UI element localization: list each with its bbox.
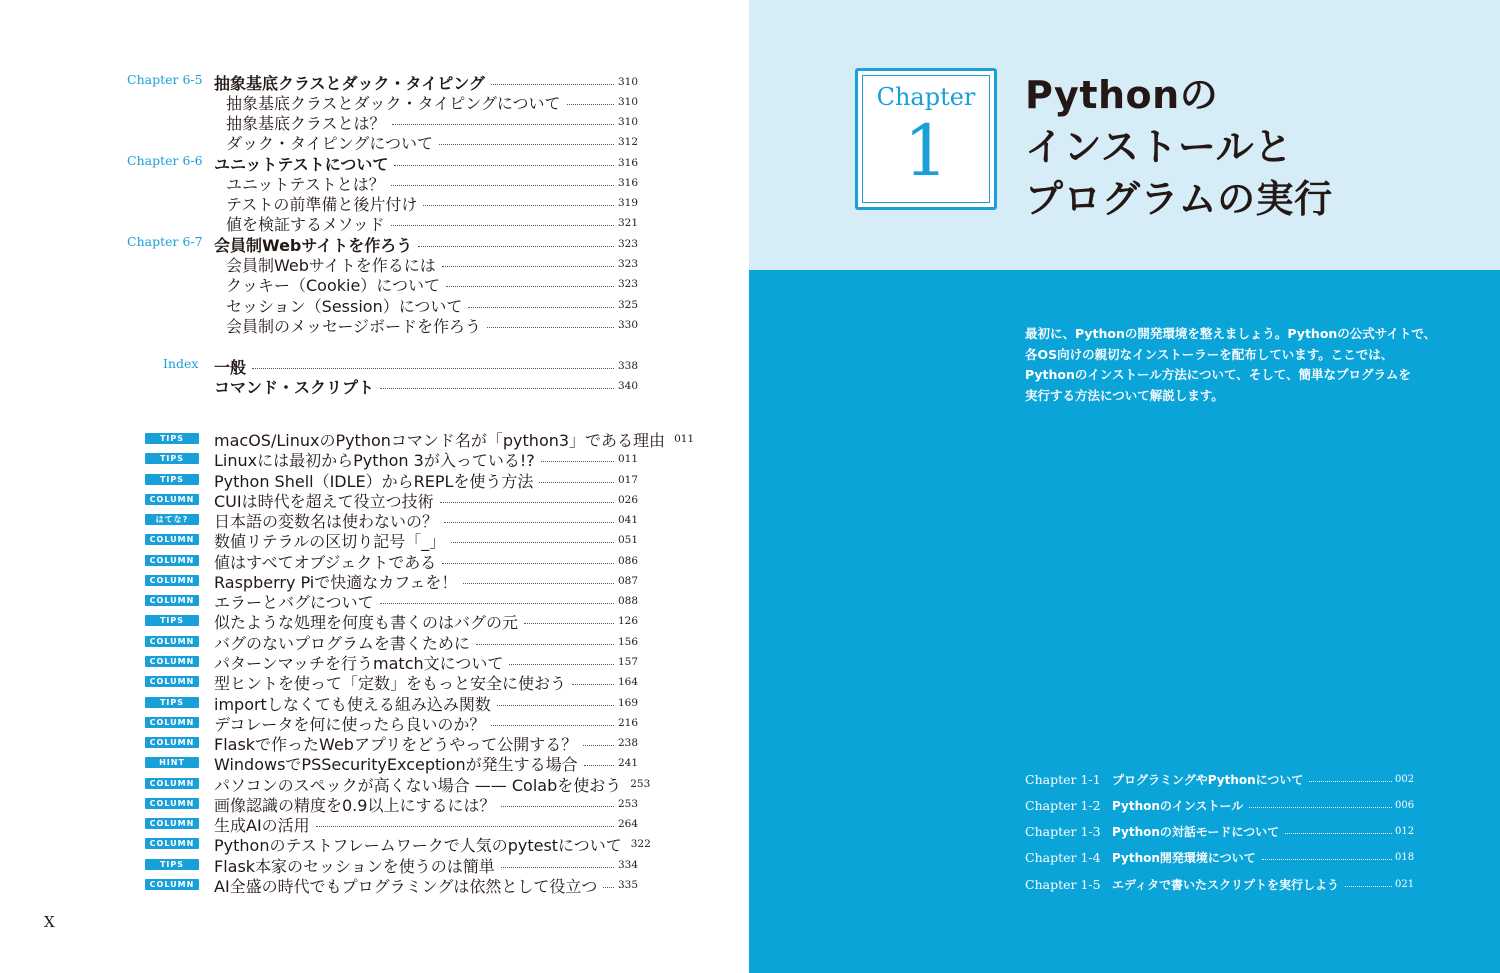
- page-number: 253: [630, 778, 651, 790]
- column-entry[interactable]: [214, 693, 638, 713]
- column-type-badge: COLUMN: [145, 636, 199, 647]
- column-entry[interactable]: [214, 774, 651, 795]
- toc-section-entry[interactable]: [214, 153, 638, 173]
- dot-leader: [316, 826, 614, 827]
- column-entry-title: Python Shell（IDLE）からREPLを使う方法: [214, 471, 534, 491]
- column-entry-title: Flaskで作ったWebアプリをどうやって公開する？: [214, 734, 578, 754]
- column-entry[interactable]: [214, 510, 638, 530]
- column-entry[interactable]: [214, 814, 638, 834]
- index-entry[interactable]: [214, 356, 638, 376]
- column-entry-title: macOS/LinuxのPythonコマンド名が「python3」である理由: [214, 430, 666, 450]
- chapter-title-line: プログラムの実行: [1025, 177, 1333, 221]
- toc-section-entry[interactable]: [214, 72, 638, 92]
- dot-leader: [451, 542, 614, 543]
- page-number: 088: [617, 595, 638, 607]
- dot-leader: [252, 368, 614, 369]
- column-type-badge: TIPS: [145, 615, 199, 626]
- page-number: 006: [1395, 799, 1415, 811]
- dot-leader: [603, 887, 614, 888]
- chapter-header: [749, 0, 1500, 270]
- page-number: 051: [617, 534, 638, 546]
- column-entry[interactable]: [214, 753, 638, 773]
- toc-entry-title: 会員制のメッセージボードを作ろう: [226, 316, 482, 336]
- page-number: 126: [617, 615, 638, 627]
- toc-entry-title: Pythonの対話モードについて: [1112, 824, 1280, 839]
- chapter-title-line: Pythonの: [1025, 73, 1219, 117]
- page-number: 323: [617, 258, 638, 270]
- toc-entry[interactable]: [226, 315, 638, 335]
- column-type-badge: TIPS: [145, 474, 199, 485]
- column-entry[interactable]: [214, 672, 638, 692]
- dot-leader: [476, 644, 614, 645]
- column-type-badge: はてな?: [145, 514, 199, 525]
- dot-leader: [524, 623, 614, 624]
- column-type-badge: COLUMN: [145, 717, 199, 728]
- page-number: 011: [617, 453, 638, 465]
- toc-chapter-label: Chapter 1-3: [1025, 823, 1101, 839]
- toc-chapter-label: Chapter 6-6: [127, 153, 203, 168]
- right-page: [749, 0, 1500, 973]
- dot-leader: [1285, 833, 1392, 834]
- column-entry-title: デコレータを何に使ったら良いのか？: [214, 714, 486, 734]
- chapter-toc-entry[interactable]: [1025, 874, 1414, 894]
- page-number: 087: [617, 575, 638, 587]
- column-type-badge: COLUMN: [145, 656, 199, 667]
- page-number: 018: [1395, 851, 1415, 863]
- page-number: 334: [617, 859, 638, 871]
- toc-entry-title: セッション（Session）について: [226, 296, 463, 316]
- toc-chapter-label: Chapter 6-7: [127, 234, 203, 249]
- column-entry[interactable]: [214, 429, 695, 450]
- column-type-badge: COLUMN: [145, 818, 199, 829]
- column-entry-title: パソコンのスペックが高くない場合 —— Colabを使おう: [214, 775, 622, 795]
- page-number: 322: [630, 838, 651, 850]
- toc-chapter-label: Chapter 1-1: [1025, 771, 1101, 787]
- column-type-badge: COLUMN: [145, 494, 199, 505]
- dot-leader: [1345, 886, 1392, 887]
- page-number: 002: [1395, 773, 1415, 785]
- page-number: 041: [617, 514, 638, 526]
- page-number: 323: [617, 238, 638, 250]
- chapter-title-line: インストールと: [1025, 125, 1293, 169]
- toc-entry-title: Pythonのインストール: [1112, 798, 1244, 813]
- toc-entry-title: プログラミングやPythonについて: [1112, 772, 1304, 787]
- toc-entry-title: ユニットテストとは？: [226, 174, 385, 194]
- index-entry[interactable]: [214, 376, 638, 396]
- page-number: 253: [617, 798, 638, 810]
- page-number: 319: [617, 197, 638, 209]
- chapter-number: 1: [903, 110, 949, 192]
- toc-chapter-label: Chapter 1-2: [1025, 797, 1101, 813]
- column-entry[interactable]: [214, 632, 638, 652]
- column-entry[interactable]: [214, 875, 638, 895]
- toc-entry[interactable]: [226, 92, 638, 112]
- dot-leader: [487, 327, 614, 328]
- column-entry[interactable]: [214, 652, 638, 672]
- column-type-badge: COLUMN: [145, 575, 199, 586]
- dot-leader: [391, 225, 614, 226]
- chapter-toc-entry[interactable]: [1025, 821, 1414, 841]
- page-number: 011: [674, 433, 695, 445]
- index-entry-title: コマンド・スクリプト: [214, 377, 375, 397]
- dot-leader: [442, 266, 614, 267]
- dot-leader: [446, 286, 614, 287]
- dot-leader: [509, 664, 614, 665]
- column-type-badge: COLUMN: [145, 555, 199, 566]
- column-entry-title: CUIは時代を超えて役立つ技術: [214, 491, 434, 511]
- dot-leader: [442, 563, 614, 564]
- chapter-toc-entry[interactable]: [1025, 795, 1414, 815]
- toc-entry[interactable]: [226, 295, 638, 315]
- page-number: 156: [617, 636, 638, 648]
- column-type-badge: COLUMN: [145, 676, 199, 687]
- chapter-intro: [1025, 324, 1437, 406]
- column-entry-title: バグのないプログラムを書くために: [214, 633, 470, 653]
- dot-leader: [539, 482, 614, 483]
- column-entry-title: Raspberry Piで快適なカフェを！: [214, 572, 458, 592]
- toc-chapter-label: Chapter 1-4: [1025, 849, 1101, 865]
- toc-entry-title: Python開発環境について: [1112, 850, 1256, 865]
- page-number: 157: [617, 656, 638, 668]
- chapter-toc-entry[interactable]: [1025, 769, 1414, 789]
- column-type-badge: COLUMN: [145, 838, 199, 849]
- page-number: 316: [617, 177, 638, 189]
- page-number: 086: [617, 555, 638, 567]
- toc-entry-title: 抽象基底クラスとは？: [226, 113, 386, 133]
- page-number: 021: [1395, 878, 1415, 890]
- page-number: 325: [617, 299, 638, 311]
- page-number: 169: [617, 697, 638, 709]
- page-number: 340: [617, 380, 638, 392]
- column-type-badge: COLUMN: [145, 778, 199, 789]
- column-entry[interactable]: [214, 855, 638, 875]
- dot-leader: [501, 806, 614, 807]
- column-type-badge: HINT: [145, 757, 199, 768]
- page-number: 338: [617, 360, 638, 372]
- column-entry-title: 日本語の変数名は使わないの？: [214, 511, 439, 531]
- intro-line: Pythonのインストール方法について、そして、簡単なプログラムを: [1025, 367, 1411, 382]
- column-type-badge: TIPS: [145, 433, 199, 444]
- page-number: 321: [617, 217, 638, 229]
- toc-section-title: 会員制Webサイトを作ろう: [214, 235, 413, 255]
- page-number: 012: [1395, 825, 1415, 837]
- column-entry-title: 画像認識の精度を0.9以上にするには？: [214, 795, 496, 815]
- dot-leader: [391, 185, 614, 186]
- page-number: 323: [617, 278, 638, 290]
- intro-line: 実行する方法について解説します。: [1025, 387, 1224, 403]
- dot-leader: [1249, 807, 1392, 808]
- column-entry[interactable]: [214, 794, 638, 814]
- dot-leader: [497, 705, 614, 706]
- dot-leader: [1262, 859, 1392, 860]
- page-number: 310: [617, 116, 638, 128]
- page-number: 238: [617, 737, 638, 749]
- page-number: 310: [617, 76, 638, 88]
- column-entry-title: 値はすべてオブジェクトである: [214, 552, 437, 572]
- toc-entry[interactable]: [226, 173, 638, 193]
- dot-leader: [567, 104, 614, 105]
- chapter-toc-entry[interactable]: [1025, 847, 1414, 867]
- page-number: 335: [617, 879, 638, 891]
- column-entry-title: パターンマッチを行うmatch文について: [214, 653, 504, 673]
- intro-line: 各OS向けの親切なインストーラーを配布しています。ここでは、: [1025, 346, 1394, 362]
- dot-leader: [463, 583, 614, 584]
- column-entry-title: Linuxには最初からPython 3が入っている!?: [214, 450, 535, 470]
- column-entry-title: Pythonのテストフレームワークで人気のpytestについて: [214, 835, 622, 855]
- toc-entry[interactable]: [226, 254, 638, 274]
- dot-leader: [440, 502, 614, 503]
- chapter-word: Chapter: [876, 83, 976, 111]
- column-entry-title: WindowsでPSSecurityExceptionが発生する場合: [214, 754, 578, 774]
- column-entry-title: Flask本家のセッションを使うのは簡単: [214, 856, 495, 876]
- dot-leader: [380, 603, 614, 604]
- index-entry-title: 一般: [214, 357, 247, 377]
- toc-entry-title: エディタで書いたスクリプトを実行しよう: [1112, 877, 1340, 892]
- left-page: [0, 0, 749, 973]
- dot-leader: [439, 144, 614, 145]
- toc-entry[interactable]: [226, 213, 638, 233]
- chapter-number-box: [855, 68, 997, 210]
- column-entry[interactable]: [214, 834, 651, 855]
- page-folio: X: [44, 913, 55, 931]
- column-entry[interactable]: [214, 449, 638, 469]
- toc-entry-title: クッキー（Cookie）について: [226, 275, 440, 295]
- column-entry[interactable]: [214, 490, 638, 510]
- page-number: 330: [617, 319, 638, 331]
- page-number: 216: [617, 717, 638, 729]
- column-entry[interactable]: [214, 470, 638, 490]
- dot-leader: [418, 246, 614, 247]
- toc-entry-title: ダック・タイピングについて: [226, 133, 434, 153]
- page-number: 310: [617, 96, 638, 108]
- column-type-badge: COLUMN: [145, 879, 199, 890]
- column-type-badge: TIPS: [145, 859, 199, 870]
- page-number: 241: [617, 757, 638, 769]
- column-type-badge: TIPS: [145, 697, 199, 708]
- column-entry-title: エラーとバグについて: [214, 592, 374, 612]
- column-type-badge: TIPS: [145, 453, 199, 464]
- toc-entry[interactable]: [226, 274, 638, 294]
- toc-chapter-label: Chapter 1-5: [1025, 876, 1101, 892]
- dot-leader: [392, 124, 614, 125]
- dot-leader: [394, 165, 614, 166]
- dot-leader: [583, 745, 614, 746]
- toc-entry-title: 抽象基底クラスとダック・タイピングについて: [226, 93, 561, 113]
- column-entry[interactable]: [214, 713, 638, 733]
- dot-leader: [491, 725, 614, 726]
- page-number: 264: [617, 818, 638, 830]
- toc-entry[interactable]: [226, 193, 638, 213]
- dot-leader: [572, 684, 614, 685]
- dot-leader: [491, 84, 614, 85]
- page-number: 026: [617, 494, 638, 506]
- dot-leader: [468, 307, 614, 308]
- column-entry[interactable]: [214, 551, 638, 571]
- column-entry-title: 生成AIの活用: [214, 815, 310, 835]
- page-number: 316: [617, 157, 638, 169]
- dot-leader: [423, 205, 614, 206]
- column-entry-title: importしなくても使える組み込み関数: [214, 694, 491, 714]
- column-entry-title: 似たような処理を何度も書くのはバグの元: [214, 612, 519, 632]
- column-type-badge: COLUMN: [145, 798, 199, 809]
- column-type-badge: COLUMN: [145, 595, 199, 606]
- dot-leader: [584, 765, 614, 766]
- dot-leader: [541, 461, 614, 462]
- intro-line: 最初に、Pythonの開発環境を整えましょう。Pythonの公式サイトで、: [1025, 326, 1437, 341]
- toc-entry-title: 会員制Webサイトを作るには: [226, 255, 436, 275]
- toc-chapter-label: Chapter 6-5: [127, 72, 203, 87]
- dot-leader: [444, 522, 614, 523]
- column-entry[interactable]: [214, 733, 638, 753]
- column-entry[interactable]: [214, 571, 638, 591]
- page-number: 164: [617, 676, 638, 688]
- column-entry-title: 数値リテラルの区切り記号「_」: [214, 531, 446, 551]
- toc-entry[interactable]: [226, 112, 638, 132]
- column-entry[interactable]: [214, 591, 638, 611]
- toc-section-title: ユニットテストについて: [214, 154, 389, 174]
- page-number: 017: [617, 474, 638, 486]
- dot-leader: [1309, 781, 1392, 782]
- index-label: Index: [163, 356, 199, 371]
- column-type-badge: COLUMN: [145, 737, 199, 748]
- column-entry-title: AI全盛の時代でもプログラミングは依然として役立つ: [214, 876, 598, 896]
- column-entry[interactable]: [214, 611, 638, 631]
- toc-section-entry[interactable]: [214, 234, 638, 254]
- column-type-badge: COLUMN: [145, 534, 199, 545]
- dot-leader: [380, 388, 614, 389]
- column-entry-title: 型ヒントを使って「定数」をもっと安全に使おう: [214, 673, 567, 693]
- toc-section-title: 抽象基底クラスとダック・タイピング: [214, 73, 485, 93]
- toc-entry-title: 値を検証するメソッド: [226, 214, 385, 234]
- page-number: 312: [617, 136, 638, 148]
- column-entry[interactable]: [214, 530, 638, 550]
- toc-entry-title: テストの前準備と後片付け: [226, 194, 418, 214]
- toc-entry[interactable]: [226, 132, 638, 152]
- dot-leader: [501, 867, 614, 868]
